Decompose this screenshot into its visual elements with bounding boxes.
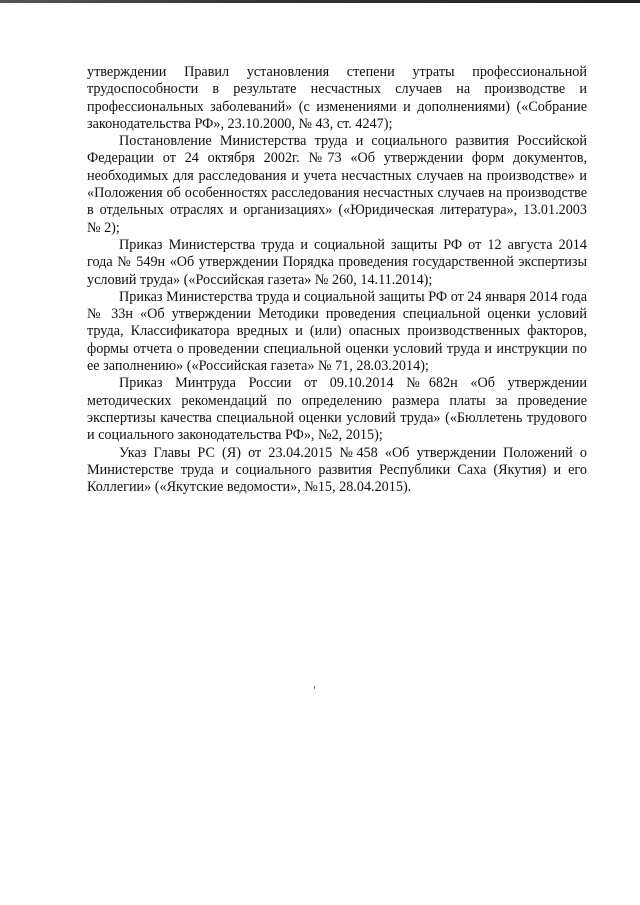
paragraph-continuation: утверждении Правил установления степени утраты профессиональной трудоспособности в результате несчастных случаев на производстве и профессиональных заболеваний» (с изменениями и дополнениями) («Собрание законодательства РФ», 23.10.2000, № 43, ст. 4247); bbox=[87, 64, 587, 132]
document-page bbox=[87, 64, 587, 496]
paragraph-order-33n: Приказ Министерства труда и социальной защиты РФ от 24 января 2014 года № 33н «Об утверждении Методики проведения специальной оценки условий труда, Классификатора вредных и (или) опасных производственных факторов, формы отчета о проведении специальной оценки условий труда и инструкции по ее заполнению» («Российская газета» № 71, 28.03.2014); bbox=[87, 288, 587, 375]
paragraph-order-682n: Приказ Минтруда России от 09.10.2014 №682н «Об утверждении методических рекомендаций по определению размера платы за проведение экспертизы качества специальной оценки условий труда» («Бюллетень трудового и социального законодательства РФ», №2, 2015); bbox=[87, 375, 587, 444]
paragraph-decree-458: Указ Главы РС (Я) от 23.04.2015 №458 «Об утверждении Положений о Министерстве труда и социального развития Республики Саха (Якутия) и его Коллегии» («Якутские ведомости», №15, 28.04.2015). bbox=[87, 444, 587, 496]
scan-speck bbox=[314, 686, 315, 689]
scan-edge-line bbox=[0, 0, 640, 3]
paragraph-resolution-mintrud-73: Постановление Министерства труда и социального развития Российской Федерации от 24 октября 2002г. №73 «Об утверждении форм документов, необходимых для расследования и учета несчастных случаев на производстве» и «Положения об особенностях расследования несчастных случаев на производстве в отдельных отраслях и организациях» («Юридическая литература», 13.01.2003 № 2); bbox=[87, 133, 587, 236]
paragraph-order-549n: Приказ Министерства труда и социальной защиты РФ от 12 августа 2014 года № 549н «Об утверждении Порядка проведения государственной экспертизы условий труда» («Российская газета» № 260, 14.11.2014); bbox=[87, 236, 587, 288]
